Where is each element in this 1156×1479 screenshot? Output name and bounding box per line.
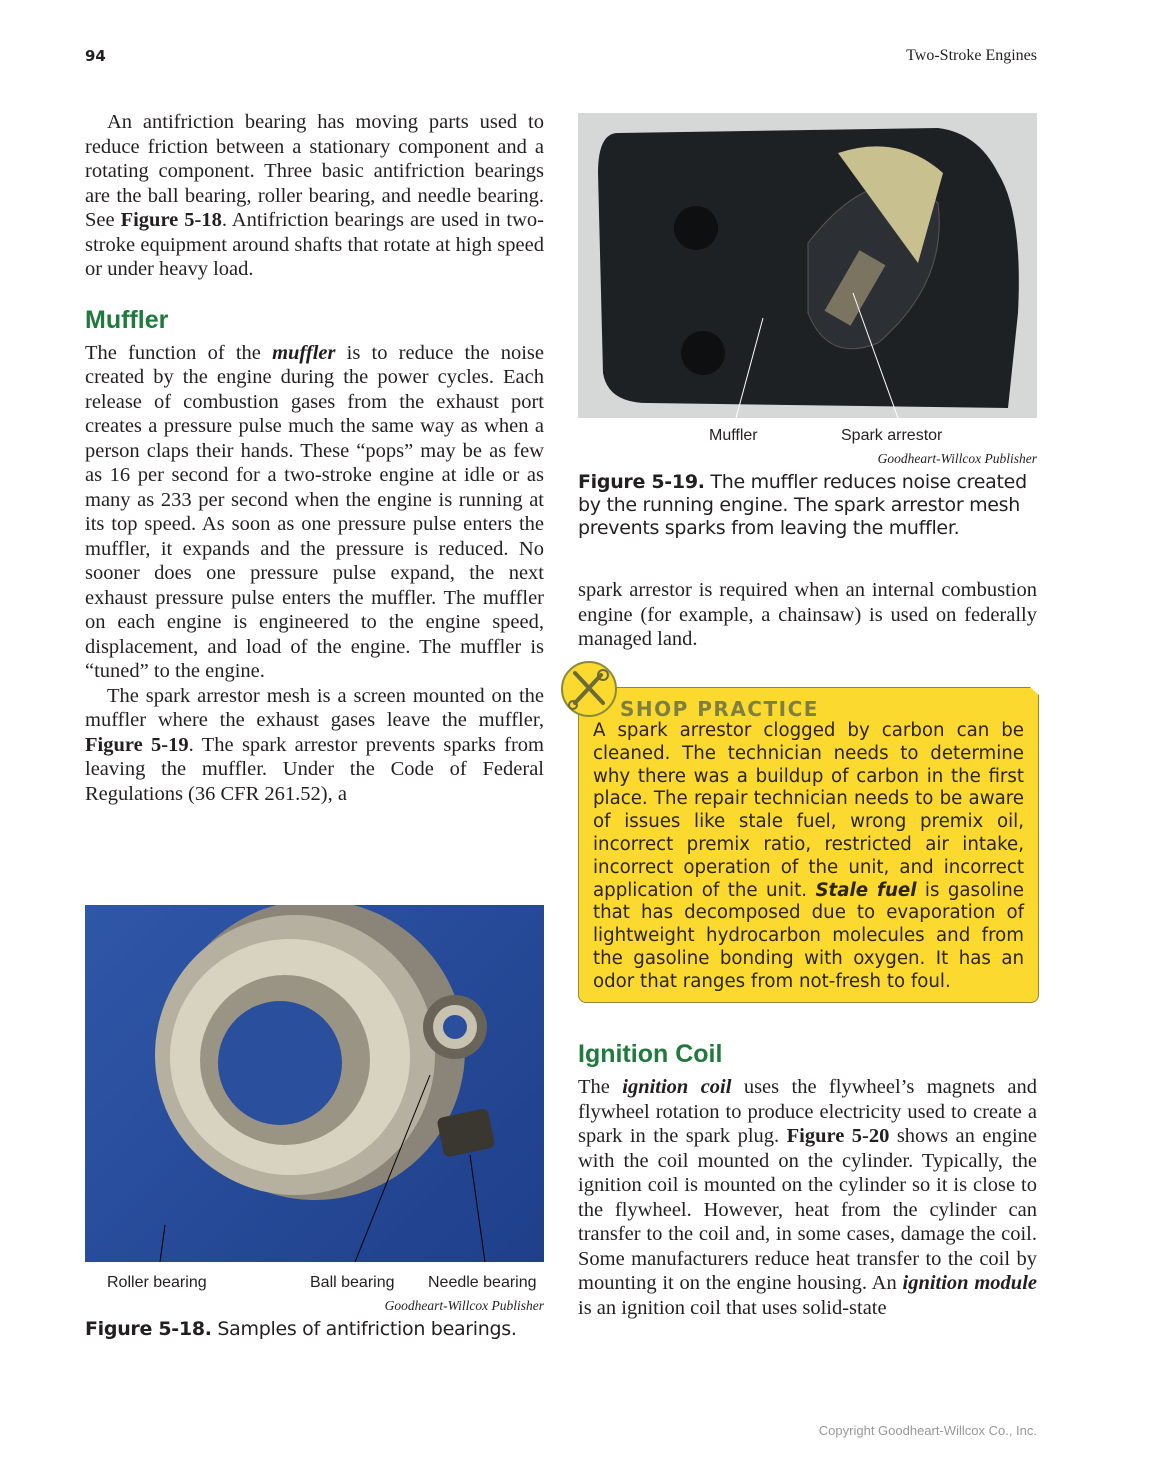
paragraph — [85, 684, 544, 807]
text: . Antifriction bearings are used in two-stroke equipment around shafts that rotate at high speed or under heavy load. — [85, 209, 544, 280]
label-roller-bearing: Roller bearing — [107, 1274, 207, 1291]
text: uses the flywheel’s magnets and flywheel rotation to produce electricity used to create a spark in the spark plug. — [578, 1076, 1037, 1147]
term: muffler — [272, 341, 336, 364]
caption-text: Samples of antifriction bearings. — [211, 1318, 517, 1340]
label-muffler: Muffler — [709, 427, 758, 444]
text: is gasoline that has decomposed due to evaporation of lightweight hydrocarbon molecules and from the gasoline bonding with oxygen. It has an odor that ranges from not-fresh to foul. — [593, 879, 1024, 992]
copyright: Copyright Goodheart-Willcox Co., Inc. — [818, 1423, 1037, 1438]
paragraph — [85, 341, 544, 684]
shop-practice-title: SHOP PRACTICE — [620, 697, 819, 721]
muffler-illustration — [578, 113, 1037, 418]
figure-number: Figure 5-19. — [578, 471, 705, 493]
term: ignition module — [902, 1272, 1037, 1294]
wrench-screwdriver-icon — [561, 661, 617, 717]
text: . The spark arrestor prevents sparks from leaving the muffler. Under the Code of Federal Regulations (36 CFR 261.52), a — [85, 733, 544, 805]
heading-ignition-coil: Ignition Coil — [578, 1040, 723, 1068]
text: is to reduce the noise created by the engine during the power cycles. Each release of combustion gases from the exhaust port creates a pressure pulse much the same way as when a person claps their hands. These “pops” may be as few as 16 per second for a two-stroke engine at idle or as many as 233 per second when the engine is running at its top speed. As soon as one pressure pulse enters the muffler, it expands and the pressure is reduced. No sooner does one pressure pulse expand, the next exhaust pressure pulse enters the muffler. The muffler on each engine is engineered to the engine speed, displacement, and load of the engine. The muffler is “tuned” to the engine. — [85, 341, 544, 682]
paragraph — [578, 1075, 1037, 1320]
figure-caption — [85, 1318, 544, 1341]
bearings-illustration — [85, 905, 544, 1262]
page-number: 94 — [85, 47, 106, 65]
text: is an ignition coil that uses solid-state — [578, 1296, 887, 1319]
right-column-top — [578, 578, 1037, 652]
paragraph — [85, 110, 544, 282]
label-spark-arrestor: Spark arrestor — [841, 427, 943, 444]
paragraph: spark arrestor is required when an internal combustion engine (for example, a chainsaw) is used on federally managed land. — [578, 579, 1037, 650]
figure-reference: Figure 5-19 — [85, 733, 189, 756]
label-ball-bearing: Ball bearing — [310, 1274, 395, 1291]
running-head: Two-Stroke Engines — [906, 47, 1037, 64]
photo-credit: Goodheart-Willcox Publisher — [877, 451, 1037, 466]
figure-reference: Figure 5-20 — [786, 1125, 890, 1147]
bearings-photo — [85, 905, 544, 1262]
caption-text: The muffler reduces noise created by the running engine. The spark arrestor mesh prevents sparks from leaving the muffler. — [578, 471, 1027, 539]
heading-muffler: Muffler — [85, 305, 169, 334]
figure-reference: Figure 5-18 — [120, 209, 222, 231]
figure-number: Figure 5-18. — [85, 1318, 212, 1340]
text: A spark arrestor clogged by carbon can be cleaned. The technician needs to determine why there was a buildup of carbon in the first place. The repair technician needs to be aware of issues like stale fuel, wrong premix oil, incorrect premix ratio, restricted air intake, incorrect operation of the unit, and incorrect application of the unit. — [593, 720, 1024, 901]
term: ignition coil — [622, 1076, 732, 1098]
left-column — [85, 110, 544, 806]
text: The — [578, 1076, 623, 1098]
text: An antifriction bearing has moving parts used to reduce friction between a stationary component and a rotating component. Three basic antifriction bearings are the ball bearing, roller bearing, and needle bearing. See — [85, 111, 544, 231]
term: Stale fuel — [815, 879, 917, 901]
photo-credit: Goodheart-Willcox Publisher — [384, 1298, 544, 1313]
figure-caption — [578, 471, 1037, 540]
muffler-photo — [578, 113, 1037, 418]
text: The function of the — [85, 341, 273, 364]
shop-practice-text — [593, 720, 1024, 994]
right-column-bottom — [578, 1016, 1037, 1320]
text: shows an engine with the coil mounted on the cylinder. Typically, the ignition coil is mounted on the cylinder so it is close to the flywheel. However, heat from the cylinder can transfer to the coil and, in some cases, damage the coil. Some manufacturers reduce heat transfer to the coil by mounting it on the engine housing. An — [578, 1125, 1037, 1294]
text: The spark arrestor mesh is a screen mounted on the muffler where the exhaust gases leave the muffler, — [85, 684, 544, 731]
label-needle-bearing: Needle bearing — [428, 1274, 537, 1291]
